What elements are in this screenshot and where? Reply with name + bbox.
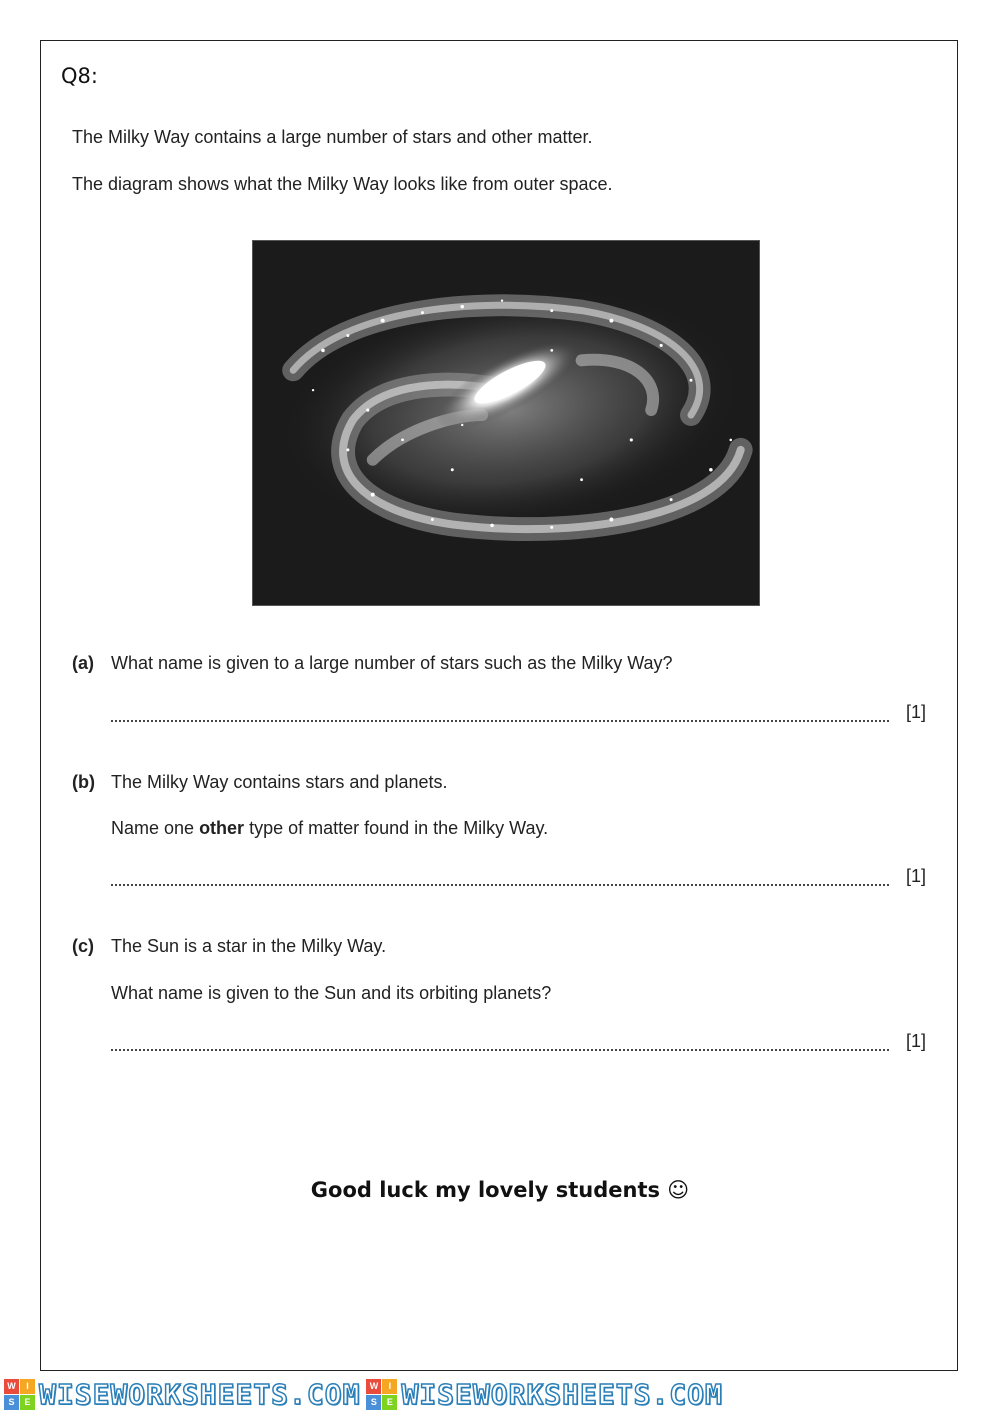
part-c-label: (c) xyxy=(72,936,94,956)
part-c-question: What name is given to the Sun and its orbiting planets? xyxy=(111,983,552,1003)
part-c-answer-line[interactable] xyxy=(111,1049,889,1051)
part-b-label: (b) xyxy=(72,772,95,792)
part-b-marks: [1] xyxy=(906,866,927,886)
brand-text: WISEWORKSHEETS.COM xyxy=(401,1378,723,1411)
part-c-marks: [1] xyxy=(906,1031,927,1051)
logo-block-w: W xyxy=(4,1379,19,1394)
part-c-statement: The Sun is a star in the Milky Way. xyxy=(111,936,387,956)
milky-way-illustration xyxy=(253,241,759,605)
logo-block-s: S xyxy=(366,1395,381,1410)
brand-logo-1 xyxy=(4,1378,360,1411)
logo-block-e: E xyxy=(382,1395,397,1410)
footer-watermark xyxy=(0,1376,1000,1413)
closing-message: Good luck my lovely students ☺ xyxy=(310,1178,690,1202)
brand-text: WISEWORKSHEETS.COM xyxy=(39,1378,361,1411)
part-a-marks: [1] xyxy=(906,702,927,722)
part-b-statement: The Milky Way contains stars and planets. xyxy=(111,772,448,792)
logo-block-i: I xyxy=(20,1379,35,1394)
part-b-question-emphasis: other xyxy=(199,818,245,838)
intro-line-1: The Milky Way contains a large number of stars and other matter. xyxy=(72,127,593,147)
logo-block-s: S xyxy=(4,1395,19,1410)
brand-logo-2 xyxy=(366,1378,722,1411)
part-b-question xyxy=(111,818,548,839)
question-number: Q8: xyxy=(61,64,98,88)
logo-blocks-icon xyxy=(366,1379,397,1410)
logo-block-w: W xyxy=(366,1379,381,1394)
part-a-question: What name is given to a large number of stars such as the Milky Way? xyxy=(111,653,673,673)
part-b-question-end: type of matter found in the Milky Way. xyxy=(244,818,549,838)
part-b-question-start: Name one xyxy=(111,818,200,838)
part-a-label: (a) xyxy=(72,653,94,673)
galaxy-image xyxy=(252,240,760,606)
intro-line-2: The diagram shows what the Milky Way looks like from outer space. xyxy=(72,174,613,194)
part-a-answer-line[interactable] xyxy=(111,720,889,722)
logo-block-i: I xyxy=(382,1379,397,1394)
part-b-answer-line[interactable] xyxy=(111,884,889,886)
logo-blocks-icon xyxy=(4,1379,35,1410)
logo-block-e: E xyxy=(20,1395,35,1410)
